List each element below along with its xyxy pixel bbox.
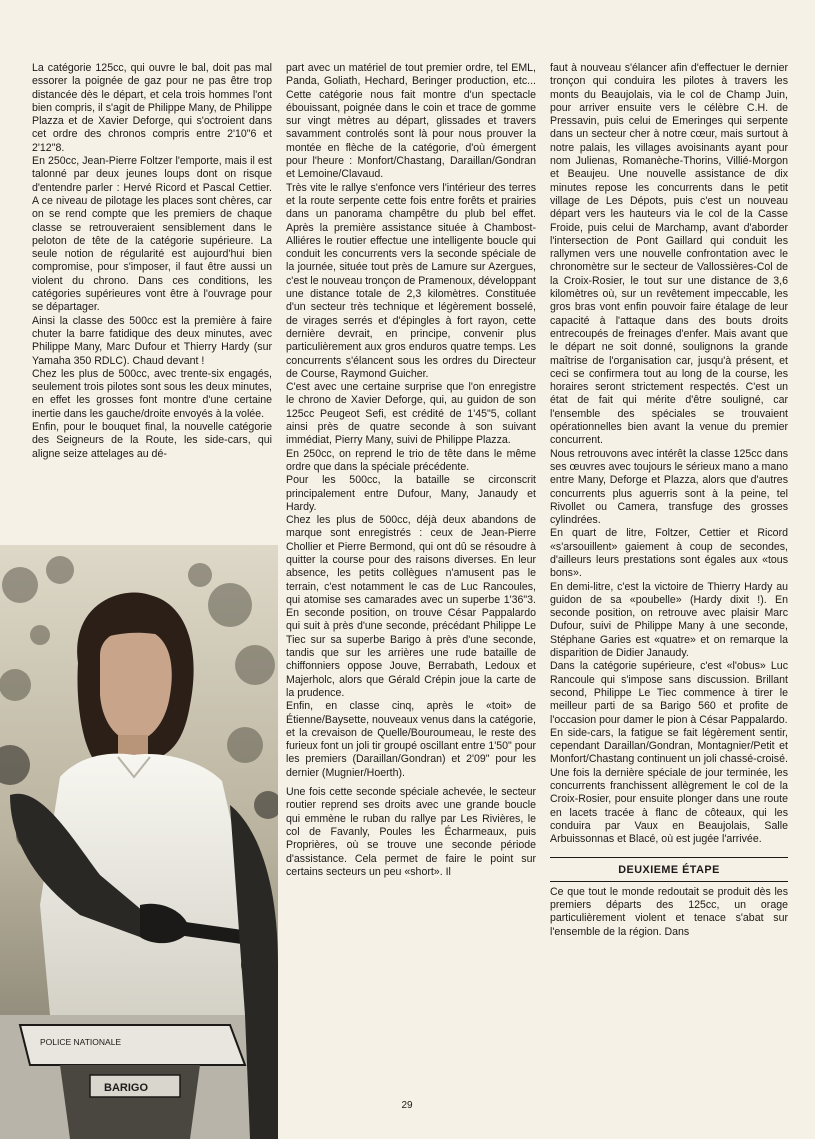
paragraph: Nous retrouvons avec intérêt la classe 125cc dans ses œuvres avec toujours le sérieux mano a mano entre Many, Deforge et Plazza, alors que d'autres concurrents plus aguerris sont à la peine, tel Rivollet ou Camera, transfuge des grosses cylindrées. [550,447,788,527]
section-heading: DEUXIEME ÉTAPE [618,863,720,876]
paragraph: Ce que tout le monde redoutait se produit dès les premiers départs des 125cc, un orage particulièrement violent et tenace s'abat sur l'ensemble de la région. Dans [550,885,788,938]
paragraph: Très vite le rallye s'enfonce vers l'intérieur des terres et la route serpente cette fois entre forêts et prairies dans un panorama champêtre du plub bel effet. Après la première assistance située à Chambost-Alliéres le routier effectue une intelligente boucle qui conduit les concurrents vers la seconde spéciale de la journée, située tout près de Lamure sur Azergues, c'est le nouveau tronçon de Pramenoux, développant une distance totale de 2,3 kilomètres. Constituée d'un secteur très technique et légèrement bosselé, de virages serrés et d'épingles à fort rayon, cette dernière devrait, en principe, convenir plus particulièrement aux gros enduros quatre temps. Les concurrents s'élancent sous les ordres du Directeur de Course, Raymond Guicher. [286,181,536,380]
paragraph: En quart de litre, Foltzer, Cettier et Ricord «s'arsouillent» gaiement à coup de secondes, d'ailleurs leurs prestations sont égales aux «tous bons». [550,527,788,580]
paragraph: En side-cars, la fatigue se fait légèrement sentir, cependant Daraillan/Gondran, Montagnier/Petit et Monfort/Chastang continuent un joli chassé-croisé. [550,726,788,766]
text-column-1 [32,62,272,562]
text-column-3 [550,62,788,1122]
paragraph: Pour les 500cc, la bataille se circonscrit principalement entre Dufour, Many, Janaudy et Hardy. [286,474,536,513]
paragraph: Enfin, en classe cinq, après le «toit» de Étienne/Baysette, nouveaux venus dans la catégorie, et la crevaison de Quelle/Bouroumeau, le reste des furieux font un joli tir groupé oscillant entre 1'50" pour les premiers (Daraillan/Gondran) et 2'09" pour les dernier (Mugnier/Hoerth). [286,700,536,779]
text-column-2 [286,62,536,1102]
paragraph: Une fois la dernière spéciale de jour terminée, les concurrents franchissent allègrement le col de la Croix-Rosier, pour ensuite plonger dans une route en lacets tracée à flanc de côteaux, qui les conduira par Vaux en Beaujolais, Salle Arbuissonnas et Blacé, où est jugée l'arrivée. [550,766,788,846]
page-number: 29 [401,1100,413,1111]
section-divider [550,881,788,882]
paragraph: Enfin, pour le bouquet final, la nouvelle catégorie des Seigneurs de la Route, les side-cars, qui aligne seize attelages au dé- [32,421,272,460]
paragraph: Chez les plus de 500cc, déjà deux abandons de marque sont enregistrés : ceux de Jean-Pierre Chollier et Pierre Bermond, qui ont dû se résoudre à quitter la course pour des raisons diverses. En leur absence, les petits collègues n'amusent pas le terrain, c'est notamment le cas de Luc Rancoules, qui atomise ses camarades avec un superbe 1'36"3. En seconde position, on trouve César Pappalardo qui suit à près d'une seconde, précédant Philippe Le Tiec sur sa superbe Barigo à près d'une seconde, tandis que sur les arrières une rude bataille de chiffonniers oppose Jouve, Berrabath, Ledoux et Majerholc, alors que Gérald Crépin joue la carte de la prudence. [286,514,536,699]
paragraph: faut à nouveau s'élancer afin d'effectuer le dernier tronçon qui conduira les pilotes à travers les monts du Beaujolais, via le col de Champ Juin, pour arriver ensuite vers le célèbre C.H. de Pressavin, puis celui de Emeringes qui serpente dans un secteur cher à notre cœur, mais surtout à notre palais, les villages avoisinants ayant pour nom Julienas, Romanèche-Thorins, Villié-Morgon et Beaujeu. Une nouvelle assistance de dix minutes repose les concurrents dans le petit village de Les Dépots, puis c'est un nouveau départ vers les hauteurs via le col de la Casse Froide, puis celui de Marchamp, avant d'aborder l'intersection de Pont Gaillard qui conduit les rallymen vers une nouvelle confrontation avec le chronomètre sur le secteur de Vallossières-Col de la Croix-Rosier, le tout sur une distance de 3,6 kilomètres où, sur un revêtement impeccable, les gros bras vont enfin pouvoir faire étalage de leur capacité à l'attaque dans des bouts droits entrecoupés de freinages d'enfer. Mais avant que le départ ne soit donné, soulignons la grande maîtrise de l'organisation car, jusqu'à présent, et ceci se confirmera tout au long de la course, les horaires seront strictement respectés. C'est un état de fait qui mérite d'être souligné, car l'ensemble des spéciales se trouvaient opérationnelles bien avant la venue du premier concurrent. [550,62,788,447]
paragraph: Ainsi la classe des 500cc est la première à faire chuter la barre fatidique des deux minutes, avec Philippe Many, Marc Dufour et Thierry Hardy (sur Yamaha 350 RDLC). Chaud devant ! [32,314,272,367]
section-divider [550,857,788,858]
paragraph: En demi-litre, c'est la victoire de Thierry Hardy au guidon de sa «poubelle» (Hardy dixit !). En seconde position, on retrouve avec plaisir Marc Dufour, suivi de Philippe Many à une seconde, Stéphane Garies est «quatre» et on remarque la disparition de Didier Janaudy. [550,580,788,660]
paragraph: part avec un matériel de tout premier ordre, tel EML, Panda, Goliath, Hechard, Beringer production, etc... Cette catégorie nous fait montre d'un spectacle ébouissant, poignée dans le coin et trace de gomme sur vingt mètres au départ, glissades et travers savamment controlés sont là pour nous prouver la montée en flèche de la catégorie, d'où émergent pour l'heure : Monfort/Chastang, Daraillan/Gondran et Lemoine/Clavaud. [286,62,536,181]
barigo-badge: BARIGO [104,1082,148,1094]
paragraph: La catégorie 125cc, qui ouvre le bal, doit pas mal essorer la poignée de gaz pour ne pas être trop distancée dès le départ, et cela trois hommes l'ont bien compris, il s'agit de Philippe Many, de Philippe Plazza et de Xavier Deforge, qui s'octroient dans cet ordre des chronos compris entre 2'10"6 et 2'12"8. [32,62,272,154]
paragraph: Une fois cette seconde spéciale achevée, le secteur routier reprend ses droits avec une grande boucle qui emmène le ruban du rallye par Les Rivières, le col de Favanly, Poules les Écharmeaux, puis Proprières, où se trouve une seconde période d'assistance. Cela permet de faire le point sur certains secteurs un peu «short». Il [286,786,536,878]
fairing-label: POLICE NATIONALE [40,1037,122,1047]
photo-illustration [0,545,278,1139]
paragraph: En 250cc, on reprend le trio de tête dans le même ordre que dans la spéciale précédente. [286,447,536,473]
rider-photo [0,545,278,1139]
paragraph: En 250cc, Jean-Pierre Foltzer l'emporte, mais il est talonné par deux jeunes loups dont on risque d'entendre parler : Hervé Ricord et Pascal Cettier. A ce niveau de pilotage les places sont chères, car on se rend compte que les premiers de chaque classe se retrouveraient sensiblement dans le peloton de tête de la catégorie supérieure. La seule notion de régularité est aujourd'hui bien compromise, pour s'imposer, il faut être aussi un violent du chrono. Dans ces conditions, les catégories supérieures vont être à l'ouvrage pour se départager. [32,155,272,314]
paragraph: C'est avec une certaine surprise que l'on enregistre le chrono de Xavier Deforge, qui, au guidon de son 125cc Peugeot Sefi, est crédité de 1'45"5, collant ainsi près de quatre seconde à son suivant immédiat, Pierry Many, suivi de Philippe Plazza. [286,381,536,447]
paragraph: Dans la catégorie supérieure, c'est «l'obus» Luc Rancoule qui s'impose sans discussion. Brillant second, Philippe Le Tiec commence à tirer le meilleur parti de sa Barigo 560 et profite de l'occasion pour damer le pion à César Pappalardo. [550,660,788,726]
paragraph: Chez les plus de 500cc, avec trente-six engagés, seulement trois pilotes sont sous les deux minutes, en effet les grosses font montre d'une certaine inertie dans les gauche/droite envoyés à la volée. [32,367,272,420]
